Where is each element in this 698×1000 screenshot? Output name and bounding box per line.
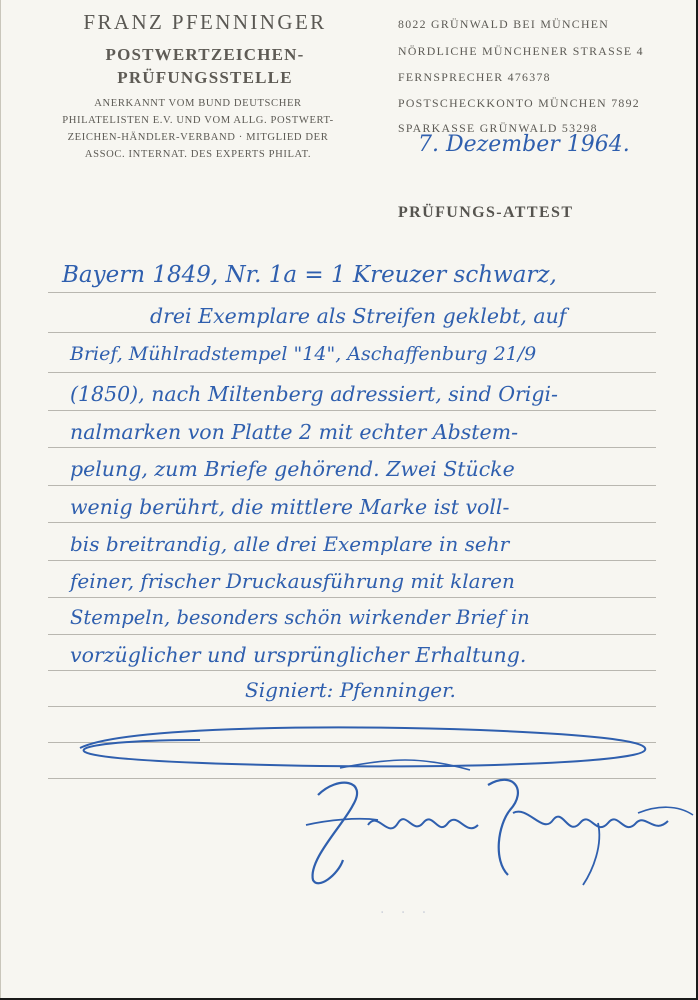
body-line: pelung, zum Briefe gehörend. Zwei Stücke xyxy=(70,457,515,481)
handwritten-date: 7. Dezember 1964. xyxy=(418,132,630,157)
affiliation-line: ASSOC. INTERNAT. DES EXPERTS PHILAT. xyxy=(84,149,312,160)
letterhead-name: FRANZ PFENNINGER xyxy=(83,10,327,34)
contact-line: POSTSCHECKKONTO MÜNCHEN 7892 xyxy=(398,96,640,110)
contact-line: SPARKASSE GRÜNWALD 53298 xyxy=(398,121,598,135)
ruled-line xyxy=(48,410,656,411)
ruled-line xyxy=(48,522,656,523)
contact-line: FERNSPRECHER 476378 xyxy=(398,70,551,84)
contact-line: NÖRDLICHE MÜNCHENER STRASSE 4 xyxy=(398,44,644,58)
ruled-line xyxy=(48,372,656,373)
ruled-line xyxy=(48,292,656,293)
body-line: Bayern 1849, Nr. 1a = 1 Kreuzer schwarz, xyxy=(62,262,557,288)
ruled-line xyxy=(48,634,656,635)
ruled-line xyxy=(48,670,656,671)
ruled-line xyxy=(48,560,656,561)
letterhead-title-line2: PRÜFUNGSSTELLE xyxy=(117,68,293,87)
signature-image xyxy=(298,765,698,895)
document-heading: PRÜFUNGS-ATTEST xyxy=(398,204,574,221)
body-line: wenig berührt, die mittlere Marke ist voll- xyxy=(70,495,510,519)
signed-label: Signiert: Pfenninger. xyxy=(245,678,456,702)
body-line: bis breitrandig, alle drei Exemplare in sehr xyxy=(70,532,510,556)
body-line: (1850), nach Miltenberg adressiert, sind Origi- xyxy=(70,382,558,406)
body-line: Stempeln, besonders schön wirkender Brief in xyxy=(70,606,530,629)
body-line: Brief, Mühlradstempel "14", Aschaffenburg 21/9 xyxy=(70,343,537,365)
faint-pencil-mark: · · · xyxy=(380,905,433,921)
ruled-line xyxy=(48,447,656,448)
body-line: vorzüglicher und ursprünglicher Erhaltung. xyxy=(70,643,527,667)
ruled-line xyxy=(48,485,656,486)
body-line: feiner, frischer Druckausführung mit klaren xyxy=(70,569,515,593)
ruled-line xyxy=(48,597,656,598)
ruled-line xyxy=(48,706,656,707)
ruled-line xyxy=(48,332,656,333)
letterhead-title-line1: POSTWERTZEICHEN- xyxy=(105,45,305,64)
contact-line: 8022 GRÜNWALD BEI MÜNCHEN xyxy=(398,17,610,31)
affiliation-line: PHILATELISTEN E.V. UND VOM ALLG. POSTWERT- xyxy=(62,115,334,126)
body-line: drei Exemplare als Streifen geklebt, auf xyxy=(150,304,567,328)
body-line: nalmarken von Platte 2 mit echter Abstem- xyxy=(70,420,519,444)
affiliation-line: ANERKANNT VOM BUND DEUTSCHER xyxy=(94,98,302,109)
affiliation-line: ZEICHEN-HÄNDLER-VERBAND · MITGLIED DER xyxy=(67,132,329,143)
